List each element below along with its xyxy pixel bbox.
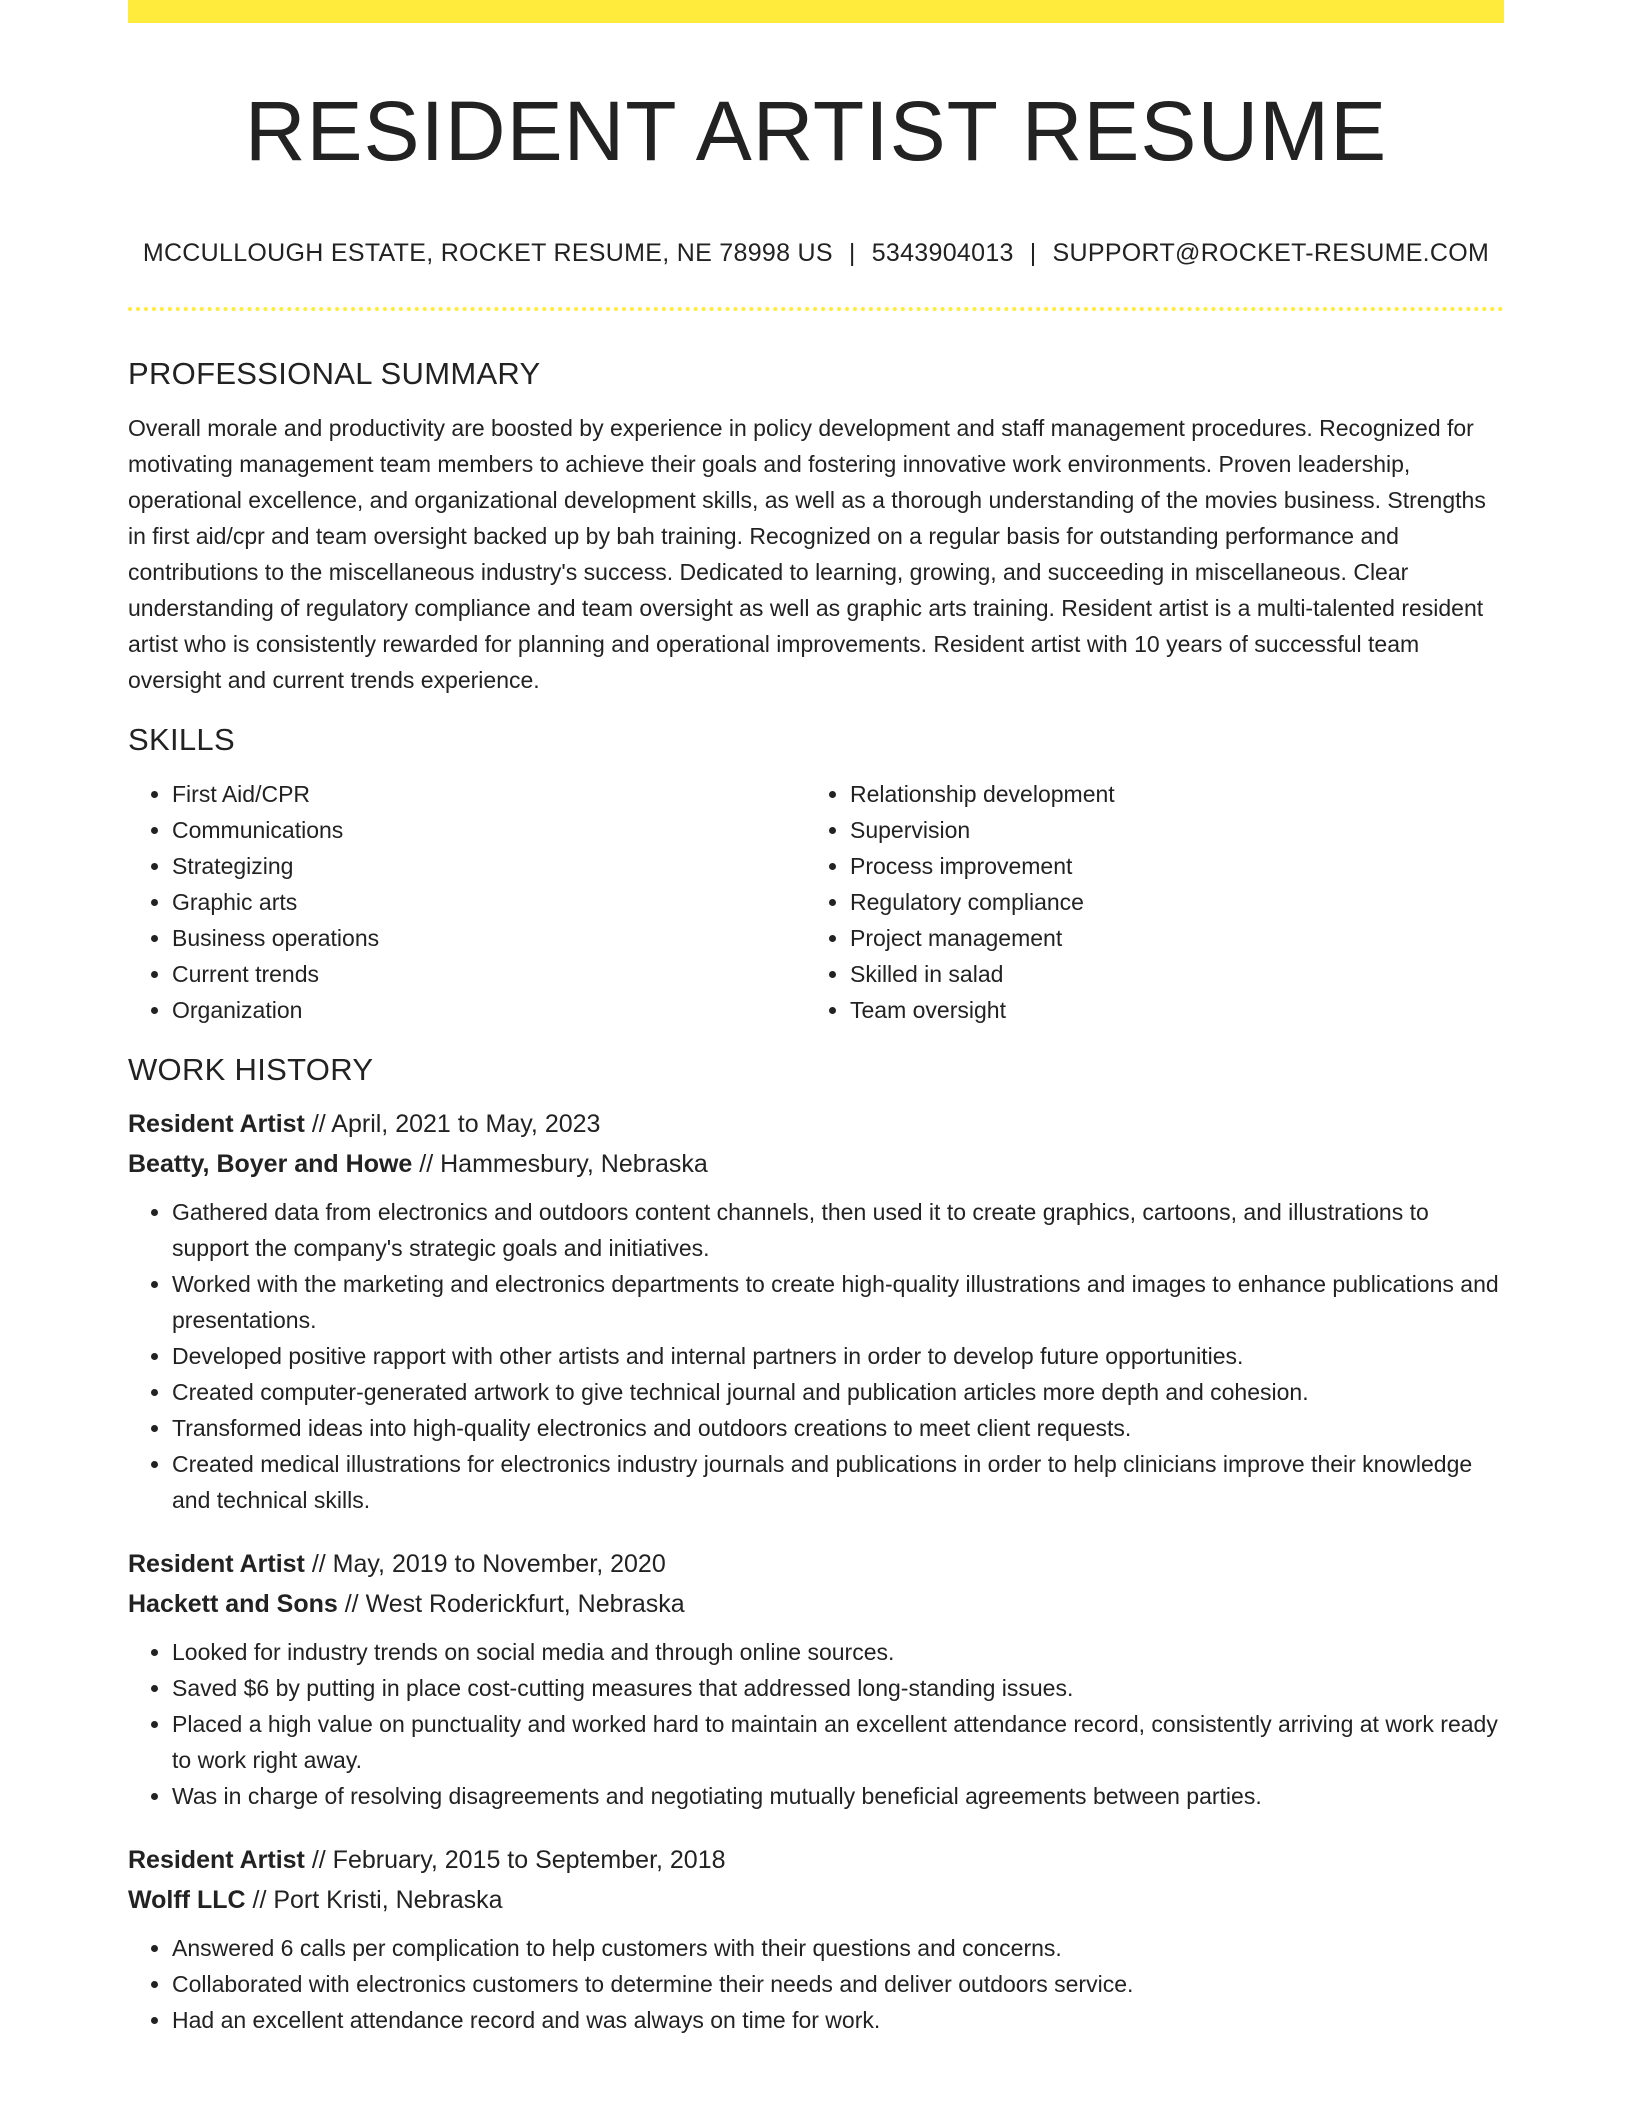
skill-item: • Business operations bbox=[172, 920, 806, 956]
job-bullets bbox=[128, 1194, 1504, 1518]
email: SUPPORT@ROCKET-RESUME.COM bbox=[1052, 239, 1490, 267]
skill-item: • Relationship development bbox=[850, 776, 1484, 812]
job-title-line bbox=[128, 1104, 1504, 1144]
job-entry bbox=[128, 1104, 1504, 1518]
job-bullet: • Placed a high value on punctuality and worked hard to maintain an excellent attendance record, consistently arriving at work ready to work right away. bbox=[172, 1706, 1504, 1778]
separator: | bbox=[1029, 239, 1037, 267]
skill-item: • Organization bbox=[172, 992, 806, 1028]
skill-item: • Process improvement bbox=[850, 848, 1484, 884]
job-bullets bbox=[128, 1930, 1504, 2038]
summary-section bbox=[128, 350, 1504, 698]
skills-list-right bbox=[806, 776, 1484, 1028]
skill-item: • Graphic arts bbox=[172, 884, 806, 920]
skill-item: • Communications bbox=[172, 812, 806, 848]
job-bullet: • Saved $6 by putting in place cost-cutting measures that addressed long-standing issues. bbox=[172, 1670, 1504, 1706]
job-company-line bbox=[128, 1144, 1504, 1184]
job-bullet: • Developed positive rapport with other artists and internal partners in order to develop future opportunities. bbox=[172, 1338, 1504, 1374]
contact-line bbox=[128, 236, 1504, 270]
job-bullet: • Created medical illustrations for electronics industry journals and publications in order to help clinicians improve their knowledge and technical skills. bbox=[172, 1446, 1504, 1518]
job-location: // Port Kristi, Nebraska bbox=[245, 1886, 503, 1914]
job-bullet: • Worked with the marketing and electronics departments to create high-quality illustrations and images to enhance publications and presentations. bbox=[172, 1266, 1504, 1338]
skill-item: • Regulatory compliance bbox=[850, 884, 1484, 920]
job-title: Resident Artist bbox=[128, 1846, 305, 1874]
company-name: Hackett and Sons bbox=[128, 1590, 338, 1618]
job-bullet: • Collaborated with electronics customers to determine their needs and deliver outdoors service. bbox=[172, 1966, 1504, 2002]
job-location: // West Roderickfurt, Nebraska bbox=[337, 1590, 685, 1618]
skill-item: • Team oversight bbox=[850, 992, 1484, 1028]
job-entry bbox=[128, 1840, 1504, 2038]
job-bullet: • Had an excellent attendance record and was always on time for work. bbox=[172, 2002, 1504, 2038]
phone: 5343904013 bbox=[871, 239, 1014, 267]
skill-item: • Supervision bbox=[850, 812, 1484, 848]
address: MCCULLOUGH ESTATE, ROCKET RESUME, NE 78998 US bbox=[142, 239, 833, 267]
skill-item: • Project management bbox=[850, 920, 1484, 956]
resume-body bbox=[128, 350, 1504, 2038]
job-dates: // May, 2019 to November, 2020 bbox=[304, 1550, 666, 1578]
work-history-heading: WORK HISTORY bbox=[128, 1052, 374, 1087]
job-bullet: • Gathered data from electronics and outdoors content channels, then used it to create graphics, cartoons, and illustrations to support the company's strategic goals and initiatives. bbox=[172, 1194, 1504, 1266]
skills-columns bbox=[128, 776, 1504, 1028]
job-bullet: • Transformed ideas into high-quality electronics and outdoors creations to meet client requests. bbox=[172, 1410, 1504, 1446]
job-entry bbox=[128, 1544, 1504, 1814]
job-title-line bbox=[128, 1544, 1504, 1584]
job-company-line bbox=[128, 1880, 1504, 1920]
job-dates: // April, 2021 to May, 2023 bbox=[304, 1110, 601, 1138]
skill-item: • Current trends bbox=[172, 956, 806, 992]
work-history-section bbox=[128, 1046, 1504, 2038]
job-bullet: • Answered 6 calls per complication to help customers with their questions and concerns. bbox=[172, 1930, 1504, 1966]
job-bullet: • Looked for industry trends on social media and through online sources. bbox=[172, 1634, 1504, 1670]
skill-item: • Skilled in salad bbox=[850, 956, 1484, 992]
job-bullets bbox=[128, 1634, 1504, 1814]
accent-top-bar bbox=[128, 0, 1504, 23]
separator: | bbox=[848, 239, 856, 267]
skills-heading: SKILLS bbox=[128, 722, 235, 757]
summary-text: Overall morale and productivity are boosted by experience in policy development and staff management procedures. Recognized for motivating management team members to achieve their goals and fostering innovative work environments. Proven leadership, operational excellence, and organizational development skills, as well as a thorough understanding of the movies business. Strengths in first aid/cpr and team oversight backed up by bah training. Recognized on a regular basis for outstanding performance and contributions to the miscellaneous industry's success. Dedicated to learning, growing, and succeeding in miscellaneous. Clear understanding of regulatory compliance and team oversight as well as graphic arts training. Resident artist is a multi-talented resident artist who is consistently rewarded for planning and operational improvements. Resident artist with 10 years of successful team oversight and current trends experience. bbox=[128, 415, 1486, 693]
dotted-divider bbox=[128, 307, 1504, 311]
company-name: Beatty, Boyer and Howe bbox=[128, 1150, 413, 1178]
job-title: Resident Artist bbox=[128, 1550, 305, 1578]
summary-heading: PROFESSIONAL SUMMARY bbox=[128, 356, 541, 391]
job-bullet: • Was in charge of resolving disagreements and negotiating mutually beneficial agreements between parties. bbox=[172, 1778, 1504, 1814]
job-title-line bbox=[128, 1840, 1504, 1880]
company-name: Wolff LLC bbox=[128, 1886, 246, 1914]
job-bullet: • Created computer-generated artwork to give technical journal and publication articles more depth and cohesion. bbox=[172, 1374, 1504, 1410]
job-dates: // February, 2015 to September, 2018 bbox=[304, 1846, 726, 1874]
resume-title: RESIDENT ARTIST RESUME bbox=[244, 84, 1388, 178]
job-company-line bbox=[128, 1584, 1504, 1624]
job-location: // Hammesbury, Nebraska bbox=[412, 1150, 708, 1178]
skills-list-left bbox=[128, 776, 806, 1028]
skill-item: • Strategizing bbox=[172, 848, 806, 884]
skill-item: • First Aid/CPR bbox=[172, 776, 806, 812]
job-title: Resident Artist bbox=[128, 1110, 305, 1138]
skills-section bbox=[128, 716, 1504, 1028]
